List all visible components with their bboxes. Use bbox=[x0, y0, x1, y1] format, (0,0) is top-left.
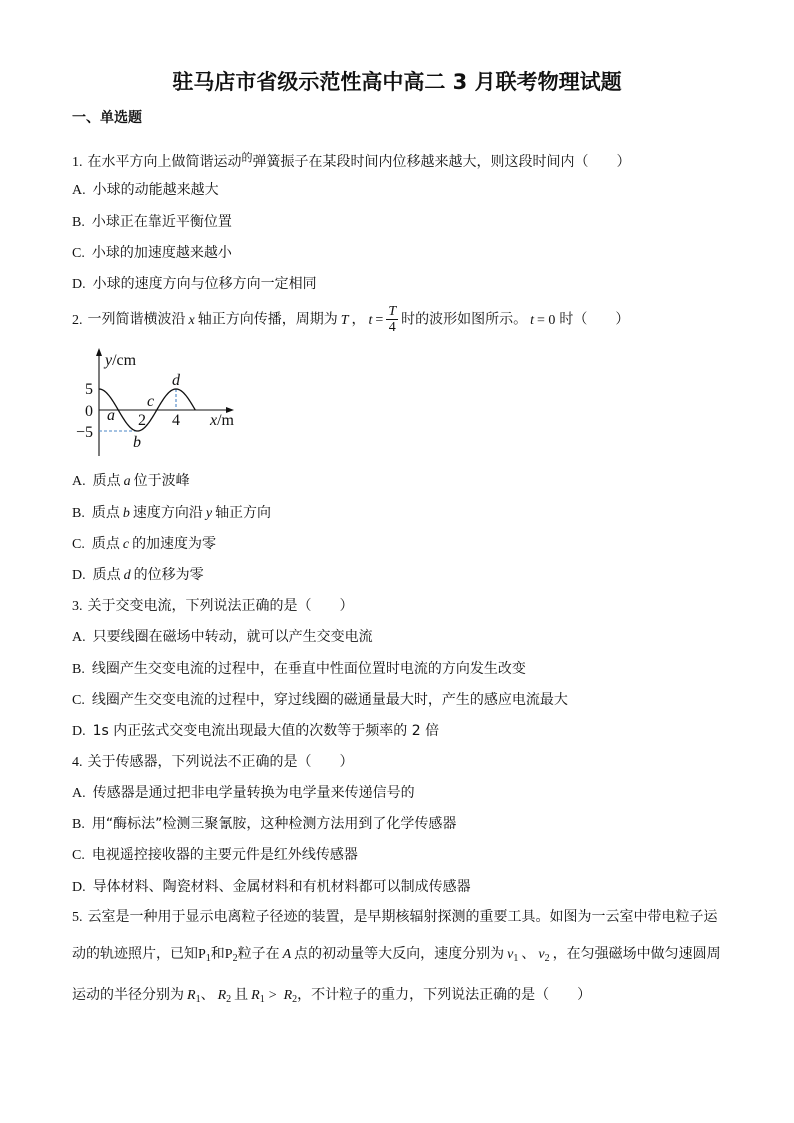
stem-text: ， bbox=[351, 311, 366, 328]
y-axis-label bbox=[103, 352, 137, 369]
particle-symbol: P bbox=[198, 947, 206, 962]
stem-text: ，不计粒子的重力，下列说法正确的是（ ） bbox=[297, 987, 592, 1003]
question-number: 2. bbox=[72, 312, 83, 328]
point-label-a: a bbox=[107, 407, 115, 424]
math-variable: t bbox=[368, 312, 373, 328]
math-variable: c bbox=[122, 537, 130, 552]
page-title: 驻马店市省级示范性高中高二 3 月联考物理试题 bbox=[172, 70, 622, 94]
question-4-option-c bbox=[72, 846, 358, 865]
math-variable: y bbox=[205, 506, 213, 521]
option-text: 传感器是通过把非电学量转换为电学量来传递信号的 bbox=[92, 785, 415, 801]
point-label-d: d bbox=[172, 372, 180, 389]
stem-text: 且 bbox=[234, 987, 249, 1003]
math-variable: A bbox=[282, 947, 292, 962]
option-letter: C. bbox=[72, 848, 85, 863]
question-1-option-b bbox=[72, 213, 232, 232]
equals-sign: = bbox=[375, 312, 384, 328]
option-letter: D. bbox=[72, 277, 86, 292]
question-3-stem bbox=[72, 597, 354, 616]
option-text: 线圈产生交变电流的过程中，在垂直中性面位置时电流的方向发生改变 bbox=[91, 661, 526, 677]
math-variable: x bbox=[188, 312, 195, 328]
option-text: 小球的动能越来越大 bbox=[92, 182, 219, 198]
subscript: 1 bbox=[513, 953, 519, 964]
stem-text: 运动的半径分别为 bbox=[72, 987, 184, 1003]
math-variable: R bbox=[283, 988, 293, 1003]
option-text: 用“酶标法”检测三聚氰胺，这种检测方法用到了化学传感器 bbox=[91, 816, 457, 832]
math-variable: b bbox=[122, 506, 130, 521]
math-variable: R bbox=[217, 988, 227, 1003]
section-heading: 一、单选题 bbox=[72, 110, 142, 126]
question-5-stem-line-1 bbox=[72, 908, 718, 927]
stem-text: 一列简谐横波沿 bbox=[87, 311, 186, 328]
fraction-denominator: 4 bbox=[388, 320, 396, 335]
stem-text: 、 bbox=[200, 987, 215, 1003]
math-variable: t bbox=[530, 312, 534, 328]
x-axis-variable: x bbox=[210, 412, 218, 429]
math-variable: R bbox=[251, 988, 260, 1003]
wave-graph bbox=[60, 340, 260, 465]
y-tick-label: 0 bbox=[85, 403, 93, 420]
question-4-option-b bbox=[72, 815, 456, 834]
option-letter: B. bbox=[72, 215, 85, 230]
particle-symbol: P bbox=[224, 947, 233, 962]
stem-text: 时的波形如图所示。 bbox=[401, 311, 528, 328]
option-letter: D. bbox=[72, 880, 86, 895]
question-5-stem-line-2 bbox=[72, 945, 721, 968]
option-text: 小球的速度方向与位移方向一定相同 bbox=[92, 276, 317, 292]
option-text: 质点 bbox=[91, 505, 120, 521]
y-tick-label: −5 bbox=[76, 424, 94, 441]
subscript: 2 bbox=[292, 994, 298, 1005]
option-text: 的加速度为零 bbox=[132, 536, 217, 552]
option-letter: B. bbox=[72, 817, 85, 832]
y-tick-label: 5 bbox=[85, 381, 93, 398]
option-text: 导体材料、陶瓷材料、金属材料和有机材料都可以制成传感器 bbox=[92, 879, 471, 895]
option-text: 的位移为零 bbox=[133, 567, 204, 583]
option-text: 质点 bbox=[92, 473, 121, 489]
stem-text: 粒子在 bbox=[237, 946, 280, 962]
question-5-stem-line-3 bbox=[72, 986, 591, 1009]
question-number: 4. bbox=[72, 755, 83, 770]
y-axis-variable: y bbox=[105, 352, 113, 369]
stem-text: 、 bbox=[521, 946, 536, 962]
option-text: 质点 bbox=[91, 536, 120, 552]
math-variable: v bbox=[538, 947, 545, 962]
stem-text: 在水平方向上做简谐运动 bbox=[87, 154, 242, 170]
question-number: 3. bbox=[72, 599, 83, 614]
option-text: 只要线圈在磁场中转动，就可以产生交变电流 bbox=[92, 629, 373, 645]
option-text: 速度方向沿 bbox=[132, 505, 203, 521]
question-1-option-d bbox=[72, 275, 317, 294]
question-3-option-a bbox=[72, 628, 373, 647]
math-variable: a bbox=[123, 474, 131, 489]
question-4-stem bbox=[72, 753, 354, 772]
question-1-stem bbox=[72, 149, 631, 172]
x-tick-label: 2 bbox=[138, 412, 146, 429]
option-letter: C. bbox=[72, 537, 85, 552]
option-text: 质点 bbox=[92, 567, 121, 583]
stem-text: 关于传感器，下列说法不正确的是（ ） bbox=[87, 754, 354, 770]
math-variable: v bbox=[507, 947, 514, 962]
question-number: 1. bbox=[72, 155, 83, 170]
math-variable: T bbox=[340, 312, 349, 328]
subscript: 2 bbox=[232, 953, 238, 964]
stem-text: 云室是一种用于显示电离粒子径迹的装置，是早期核辐射探测的重要工具。如图为一云室中带电粒子运 bbox=[87, 909, 718, 925]
question-3-option-d bbox=[72, 722, 439, 741]
stem-text: ，在匀强磁场中做匀速圆周 bbox=[552, 946, 721, 962]
x-axis-unit: /m bbox=[217, 412, 234, 429]
stem-text: 和 bbox=[210, 946, 225, 962]
stem-raised-char: 的 bbox=[241, 151, 253, 164]
option-text: 小球正在靠近平衡位置 bbox=[91, 214, 232, 230]
stem-text: 点的初动量等大反向，速度分别为 bbox=[294, 946, 505, 962]
option-letter: A. bbox=[72, 183, 86, 198]
math-variable: R bbox=[187, 988, 196, 1003]
option-text: 位于波峰 bbox=[133, 473, 190, 489]
subscript: 1 bbox=[195, 994, 201, 1005]
option-letter: C. bbox=[72, 246, 85, 261]
question-2-option-b bbox=[72, 504, 271, 523]
y-axis-arrow bbox=[96, 348, 102, 356]
stem-text: 弹簧振子在某段时间内位移越来越大，则这段时间内（ ） bbox=[252, 154, 631, 170]
option-letter: A. bbox=[72, 474, 86, 489]
question-2-stem bbox=[72, 304, 629, 335]
question-number: 5. bbox=[72, 910, 83, 925]
point-label-b: b bbox=[133, 434, 141, 451]
option-letter: B. bbox=[72, 662, 85, 677]
question-3-option-b bbox=[72, 660, 526, 679]
x-tick-label: 4 bbox=[172, 412, 180, 429]
point-label-c: c bbox=[147, 393, 155, 410]
stem-text: 关于交变电流，下列说法正确的是（ ） bbox=[87, 598, 354, 614]
question-4-option-a bbox=[72, 784, 415, 803]
option-letter: C. bbox=[72, 693, 85, 708]
option-text: 小球的加速度越来越小 bbox=[91, 245, 232, 261]
stem-text: 动的轨迹照片，已知 bbox=[72, 946, 198, 962]
question-2-option-d bbox=[72, 566, 204, 585]
option-text: 电视遥控接收器的主要元件是红外线传感器 bbox=[91, 847, 358, 863]
subscript: 2 bbox=[226, 994, 232, 1005]
subscript: 2 bbox=[544, 953, 550, 964]
option-text: 轴正方向 bbox=[215, 505, 272, 521]
fraction bbox=[386, 304, 398, 335]
option-letter: D. bbox=[72, 724, 86, 739]
question-2-option-a bbox=[72, 472, 190, 491]
question-2-option-c bbox=[72, 535, 216, 554]
stem-text: 轴正方向传播，周期为 bbox=[197, 311, 338, 328]
x-axis-label bbox=[209, 412, 235, 429]
greater-than-sign: > bbox=[268, 988, 277, 1003]
stem-text: 时（ ） bbox=[559, 311, 630, 328]
question-4-option-d bbox=[72, 878, 471, 897]
option-letter: A. bbox=[72, 630, 86, 645]
y-axis-unit: /cm bbox=[112, 352, 137, 369]
fraction-numerator: T bbox=[388, 304, 397, 319]
question-1-option-c bbox=[72, 244, 232, 263]
option-letter: B. bbox=[72, 506, 85, 521]
question-3-option-c bbox=[72, 691, 568, 710]
equals-zero: = 0 bbox=[537, 312, 556, 328]
question-1-option-a bbox=[72, 181, 219, 200]
subscript: 1 bbox=[259, 994, 265, 1005]
option-letter: D. bbox=[72, 568, 86, 583]
option-text: 线圈产生交变电流的过程中，穿过线圈的磁通量最大时，产生的感应电流最大 bbox=[91, 692, 568, 708]
option-text: 1s 内正弦式交变电流出现最大值的次数等于频率的 2 倍 bbox=[92, 723, 440, 739]
option-letter: A. bbox=[72, 786, 86, 801]
subscript: 1 bbox=[205, 953, 211, 964]
math-variable: d bbox=[123, 568, 131, 583]
